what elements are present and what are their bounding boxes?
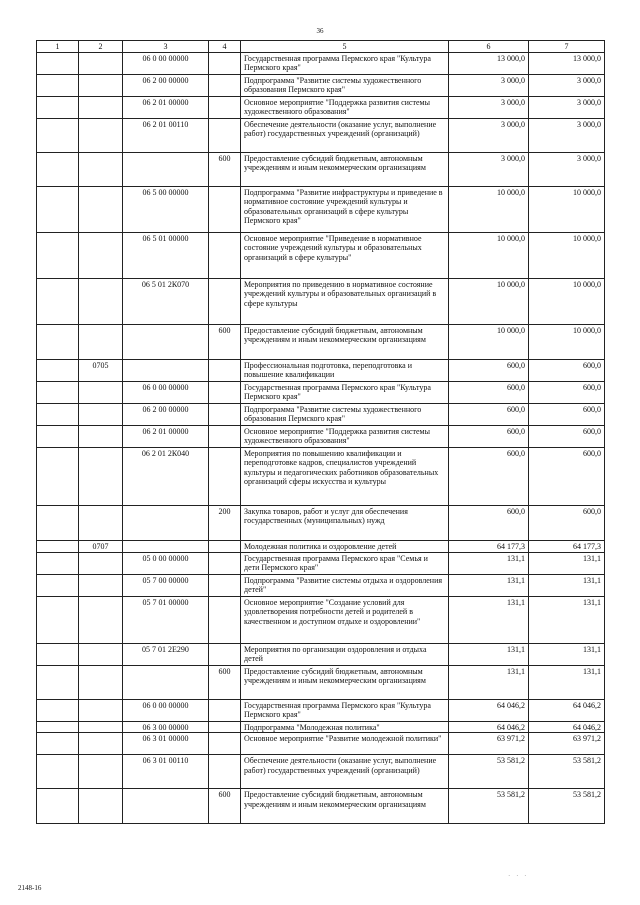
subsection-cell: [79, 278, 123, 324]
name-cell: Мероприятия по приведению в нормативное состояние учреждений культуры и образовательных организаций в сфере культуры: [241, 278, 449, 324]
target-item-cell: 05 0 00 00000: [123, 552, 209, 574]
expense-type-cell: [209, 381, 241, 403]
page-number: 36: [316, 27, 324, 35]
table-row: [37, 278, 605, 324]
expense-type-cell: [209, 425, 241, 447]
amount-2017-cell: 3 000,0: [449, 96, 529, 118]
expense-type-cell: [209, 278, 241, 324]
amount-2018-cell: 3 000,0: [529, 152, 605, 186]
amount-2017-cell: 600,0: [449, 359, 529, 381]
expense-type-cell: [209, 596, 241, 643]
name-cell: Обеспечение деятельности (оказание услуг, выполнение работ) государственных учреждений (организаций): [241, 755, 449, 789]
section-cell: [37, 425, 79, 447]
name-cell: Предоставление субсидий бюджетным, автономным учреждениям и иным некоммерческим организациям: [241, 665, 449, 699]
section-cell: [37, 665, 79, 699]
name-cell: Предоставление субсидий бюджетным, автономным учреждениям и иным некоммерческим организациям: [241, 789, 449, 824]
header-cell: 6: [449, 41, 529, 53]
amount-2017-cell: 10 000,0: [449, 324, 529, 359]
amount-2017-cell: 131,1: [449, 552, 529, 574]
table-row: [37, 186, 605, 232]
target-item-cell: 06 3 01 00110: [123, 755, 209, 789]
table-row: [37, 152, 605, 186]
name-cell: Подпрограмма "Молодежная политика": [241, 721, 449, 733]
amount-2017-cell: 10 000,0: [449, 278, 529, 324]
section-cell: [37, 403, 79, 425]
target-item-cell: 06 2 00 00000: [123, 74, 209, 96]
amount-2018-cell: 10 000,0: [529, 232, 605, 278]
target-item-cell: 06 2 00 00000: [123, 403, 209, 425]
amount-2017-cell: 600,0: [449, 425, 529, 447]
footer-code: 2148-16: [18, 884, 42, 892]
subsection-cell: [79, 324, 123, 359]
target-item-cell: 05 7 01 00000: [123, 596, 209, 643]
subsection-cell: [79, 505, 123, 540]
expense-type-cell: [209, 118, 241, 152]
subsection-cell: [79, 733, 123, 755]
subsection-cell: [79, 96, 123, 118]
section-cell: [37, 324, 79, 359]
name-cell: Государственная программа Пермского края "Семья и дети Пермского края": [241, 552, 449, 574]
subsection-cell: [79, 755, 123, 789]
expense-type-cell: [209, 733, 241, 755]
amount-2018-cell: 10 000,0: [529, 324, 605, 359]
amount-2018-cell: 600,0: [529, 359, 605, 381]
amount-2017-cell: 64 177,3: [449, 540, 529, 552]
name-cell: Основное мероприятие "Создание условий для удовлетворения потребности детей и родителей в качественном и доступном отдыхе и оздоровлении": [241, 596, 449, 643]
header-row: [37, 41, 605, 53]
expense-type-cell: 600: [209, 324, 241, 359]
name-cell: Подпрограмма "Развитие системы художественного образования Пермского края": [241, 74, 449, 96]
subsection-cell: [79, 643, 123, 665]
footer-dots: · · ·: [508, 872, 529, 880]
section-cell: [37, 152, 79, 186]
name-cell: Государственная программа Пермского края "Культура Пермского края": [241, 52, 449, 74]
expense-type-cell: [209, 447, 241, 505]
target-item-cell: 06 3 01 00000: [123, 733, 209, 755]
table-row: [37, 699, 605, 721]
subsection-cell: [79, 699, 123, 721]
name-cell: Предоставление субсидий бюджетным, автономным учреждениям и иным некоммерческим организациям: [241, 324, 449, 359]
expense-type-cell: [209, 359, 241, 381]
table-row: [37, 96, 605, 118]
table-row: [37, 505, 605, 540]
section-cell: [37, 232, 79, 278]
header-cell: 2: [79, 41, 123, 53]
amount-2017-cell: 64 046,2: [449, 721, 529, 733]
amount-2018-cell: 131,1: [529, 643, 605, 665]
amount-2017-cell: 10 000,0: [449, 186, 529, 232]
section-cell: [37, 505, 79, 540]
name-cell: Закупка товаров, работ и услуг для обеспечения государственных (муниципальных) нужд: [241, 505, 449, 540]
section-cell: [37, 643, 79, 665]
section-cell: [37, 755, 79, 789]
name-cell: Мероприятия по повышению квалификации и переподготовке кадров, специалистов учреждений культуры и педагогических работников образовательных организаций сферы искусства и культуры: [241, 447, 449, 505]
name-cell: Обеспечение деятельности (оказание услуг, выполнение работ) государственных учреждений (организаций): [241, 118, 449, 152]
amount-2018-cell: 64 046,2: [529, 699, 605, 721]
section-cell: [37, 278, 79, 324]
target-item-cell: 06 2 01 00000: [123, 425, 209, 447]
amount-2018-cell: 3 000,0: [529, 118, 605, 152]
amount-2018-cell: 600,0: [529, 425, 605, 447]
target-item-cell: [123, 665, 209, 699]
section-cell: [37, 96, 79, 118]
budget-table: [36, 40, 605, 824]
amount-2018-cell: 600,0: [529, 381, 605, 403]
name-cell: Профессиональная подготовка, переподготовка и повышение квалификации: [241, 359, 449, 381]
header-cell: 7: [529, 41, 605, 53]
expense-type-cell: [209, 574, 241, 596]
amount-2018-cell: 131,1: [529, 574, 605, 596]
expense-type-cell: [209, 755, 241, 789]
header-cell: 5: [241, 41, 449, 53]
name-cell: Основное мероприятие "Приведение в нормативное состояние учреждений культуры и образовательных организаций в сфере культуры": [241, 232, 449, 278]
amount-2017-cell: 131,1: [449, 574, 529, 596]
table-row: [37, 324, 605, 359]
table-row: [37, 755, 605, 789]
target-item-cell: 05 7 00 00000: [123, 574, 209, 596]
section-cell: [37, 789, 79, 824]
table-row: [37, 381, 605, 403]
section-cell: [37, 118, 79, 152]
name-cell: Государственная программа Пермского края "Культура Пермского края": [241, 381, 449, 403]
subsection-cell: [79, 596, 123, 643]
amount-2018-cell: 10 000,0: [529, 278, 605, 324]
amount-2018-cell: 3 000,0: [529, 74, 605, 96]
name-cell: Мероприятия по организации оздоровления и отдыха детей: [241, 643, 449, 665]
amount-2017-cell: 13 000,0: [449, 52, 529, 74]
header-cell: 1: [37, 41, 79, 53]
table-row: [37, 52, 605, 74]
subsection-cell: [79, 574, 123, 596]
amount-2017-cell: 600,0: [449, 505, 529, 540]
amount-2018-cell: 64 046,2: [529, 721, 605, 733]
subsection-cell: 0705: [79, 359, 123, 381]
section-cell: [37, 359, 79, 381]
target-item-cell: 06 5 01 00000: [123, 232, 209, 278]
amount-2017-cell: 131,1: [449, 596, 529, 643]
target-item-cell: 06 0 00 00000: [123, 699, 209, 721]
expense-type-cell: [209, 186, 241, 232]
table-row: [37, 552, 605, 574]
table-row: [37, 425, 605, 447]
amount-2017-cell: 3 000,0: [449, 118, 529, 152]
target-item-cell: [123, 324, 209, 359]
expense-type-cell: [209, 232, 241, 278]
subsection-cell: [79, 665, 123, 699]
amount-2017-cell: 600,0: [449, 447, 529, 505]
section-cell: [37, 52, 79, 74]
section-cell: [37, 381, 79, 403]
table-row: [37, 540, 605, 552]
table-row: [37, 74, 605, 96]
amount-2018-cell: 131,1: [529, 665, 605, 699]
target-item-cell: [123, 505, 209, 540]
section-cell: [37, 186, 79, 232]
section-cell: [37, 699, 79, 721]
table-row: [37, 789, 605, 824]
subsection-cell: [79, 52, 123, 74]
name-cell: Основное мероприятие "Развитие молодежной политики": [241, 733, 449, 755]
section-cell: [37, 74, 79, 96]
amount-2017-cell: 131,1: [449, 665, 529, 699]
subsection-cell: [79, 721, 123, 733]
section-cell: [37, 540, 79, 552]
subsection-cell: [79, 552, 123, 574]
subsection-cell: [79, 381, 123, 403]
name-cell: Предоставление субсидий бюджетным, автономным учреждениям и иным некоммерческим организациям: [241, 152, 449, 186]
amount-2017-cell: 3 000,0: [449, 74, 529, 96]
subsection-cell: [79, 425, 123, 447]
subsection-cell: [79, 789, 123, 824]
table-row: [37, 596, 605, 643]
table-row: [37, 665, 605, 699]
name-cell: Подпрограмма "Развитие инфраструктуры и приведение в нормативное состояние учреждений культуры и образовательных организаций в сфере культуры Пермского края": [241, 186, 449, 232]
table-row: [37, 118, 605, 152]
table-row: [37, 403, 605, 425]
expense-type-cell: [209, 643, 241, 665]
section-cell: [37, 721, 79, 733]
amount-2018-cell: 600,0: [529, 447, 605, 505]
expense-type-cell: 600: [209, 152, 241, 186]
subsection-cell: 0707: [79, 540, 123, 552]
target-item-cell: 06 3 00 00000: [123, 721, 209, 733]
expense-type-cell: 200: [209, 505, 241, 540]
target-item-cell: [123, 152, 209, 186]
name-cell: Основное мероприятие "Поддержка развития системы художественного образования": [241, 425, 449, 447]
target-item-cell: [123, 540, 209, 552]
target-item-cell: [123, 359, 209, 381]
amount-2017-cell: 10 000,0: [449, 232, 529, 278]
subsection-cell: [79, 118, 123, 152]
subsection-cell: [79, 186, 123, 232]
amount-2018-cell: 64 177,3: [529, 540, 605, 552]
table-row: [37, 232, 605, 278]
target-item-cell: 06 2 01 00110: [123, 118, 209, 152]
amount-2018-cell: 13 000,0: [529, 52, 605, 74]
amount-2018-cell: 600,0: [529, 505, 605, 540]
header-cell: 4: [209, 41, 241, 53]
target-item-cell: 06 0 00 00000: [123, 52, 209, 74]
name-cell: Государственная программа Пермского края "Культура Пермского края": [241, 699, 449, 721]
expense-type-cell: 600: [209, 665, 241, 699]
amount-2017-cell: 600,0: [449, 381, 529, 403]
name-cell: Молодежная политика и оздоровление детей: [241, 540, 449, 552]
subsection-cell: [79, 152, 123, 186]
amount-2018-cell: 3 000,0: [529, 96, 605, 118]
amount-2018-cell: 131,1: [529, 596, 605, 643]
section-cell: [37, 447, 79, 505]
expense-type-cell: 600: [209, 789, 241, 824]
target-item-cell: 06 5 00 00000: [123, 186, 209, 232]
target-item-cell: 06 5 01 2К070: [123, 278, 209, 324]
amount-2017-cell: 64 046,2: [449, 699, 529, 721]
target-item-cell: 06 0 00 00000: [123, 381, 209, 403]
table-row: [37, 643, 605, 665]
expense-type-cell: [209, 74, 241, 96]
amount-2017-cell: 63 971,2: [449, 733, 529, 755]
amount-2017-cell: 3 000,0: [449, 152, 529, 186]
expense-type-cell: [209, 540, 241, 552]
target-item-cell: [123, 789, 209, 824]
section-cell: [37, 733, 79, 755]
table-body: [37, 41, 605, 824]
amount-2018-cell: 53 581,2: [529, 789, 605, 824]
amount-2018-cell: 10 000,0: [529, 186, 605, 232]
section-cell: [37, 596, 79, 643]
expense-type-cell: [209, 552, 241, 574]
subsection-cell: [79, 232, 123, 278]
table-row: [37, 721, 605, 733]
table-row: [37, 574, 605, 596]
subsection-cell: [79, 403, 123, 425]
expense-type-cell: [209, 96, 241, 118]
amount-2018-cell: 131,1: [529, 552, 605, 574]
table-row: [37, 447, 605, 505]
header-cell: 3: [123, 41, 209, 53]
subsection-cell: [79, 74, 123, 96]
amount-2018-cell: 600,0: [529, 403, 605, 425]
expense-type-cell: [209, 52, 241, 74]
amount-2017-cell: 131,1: [449, 643, 529, 665]
name-cell: Подпрограмма "Развитие системы художественного образования Пермского края": [241, 403, 449, 425]
target-item-cell: 06 2 01 00000: [123, 96, 209, 118]
target-item-cell: 06 2 01 2К040: [123, 447, 209, 505]
expense-type-cell: [209, 403, 241, 425]
section-cell: [37, 552, 79, 574]
amount-2017-cell: 53 581,2: [449, 755, 529, 789]
amount-2018-cell: 53 581,2: [529, 755, 605, 789]
subsection-cell: [79, 447, 123, 505]
amount-2017-cell: 600,0: [449, 403, 529, 425]
name-cell: Подпрограмма "Развитие системы отдыха и оздоровления детей": [241, 574, 449, 596]
target-item-cell: 05 7 01 2Е290: [123, 643, 209, 665]
table-row: [37, 359, 605, 381]
expense-type-cell: [209, 699, 241, 721]
amount-2018-cell: 63 971,2: [529, 733, 605, 755]
amount-2017-cell: 53 581,2: [449, 789, 529, 824]
expense-type-cell: [209, 721, 241, 733]
section-cell: [37, 574, 79, 596]
name-cell: Основное мероприятие "Поддержка развития системы художественного образования": [241, 96, 449, 118]
table-row: [37, 733, 605, 755]
